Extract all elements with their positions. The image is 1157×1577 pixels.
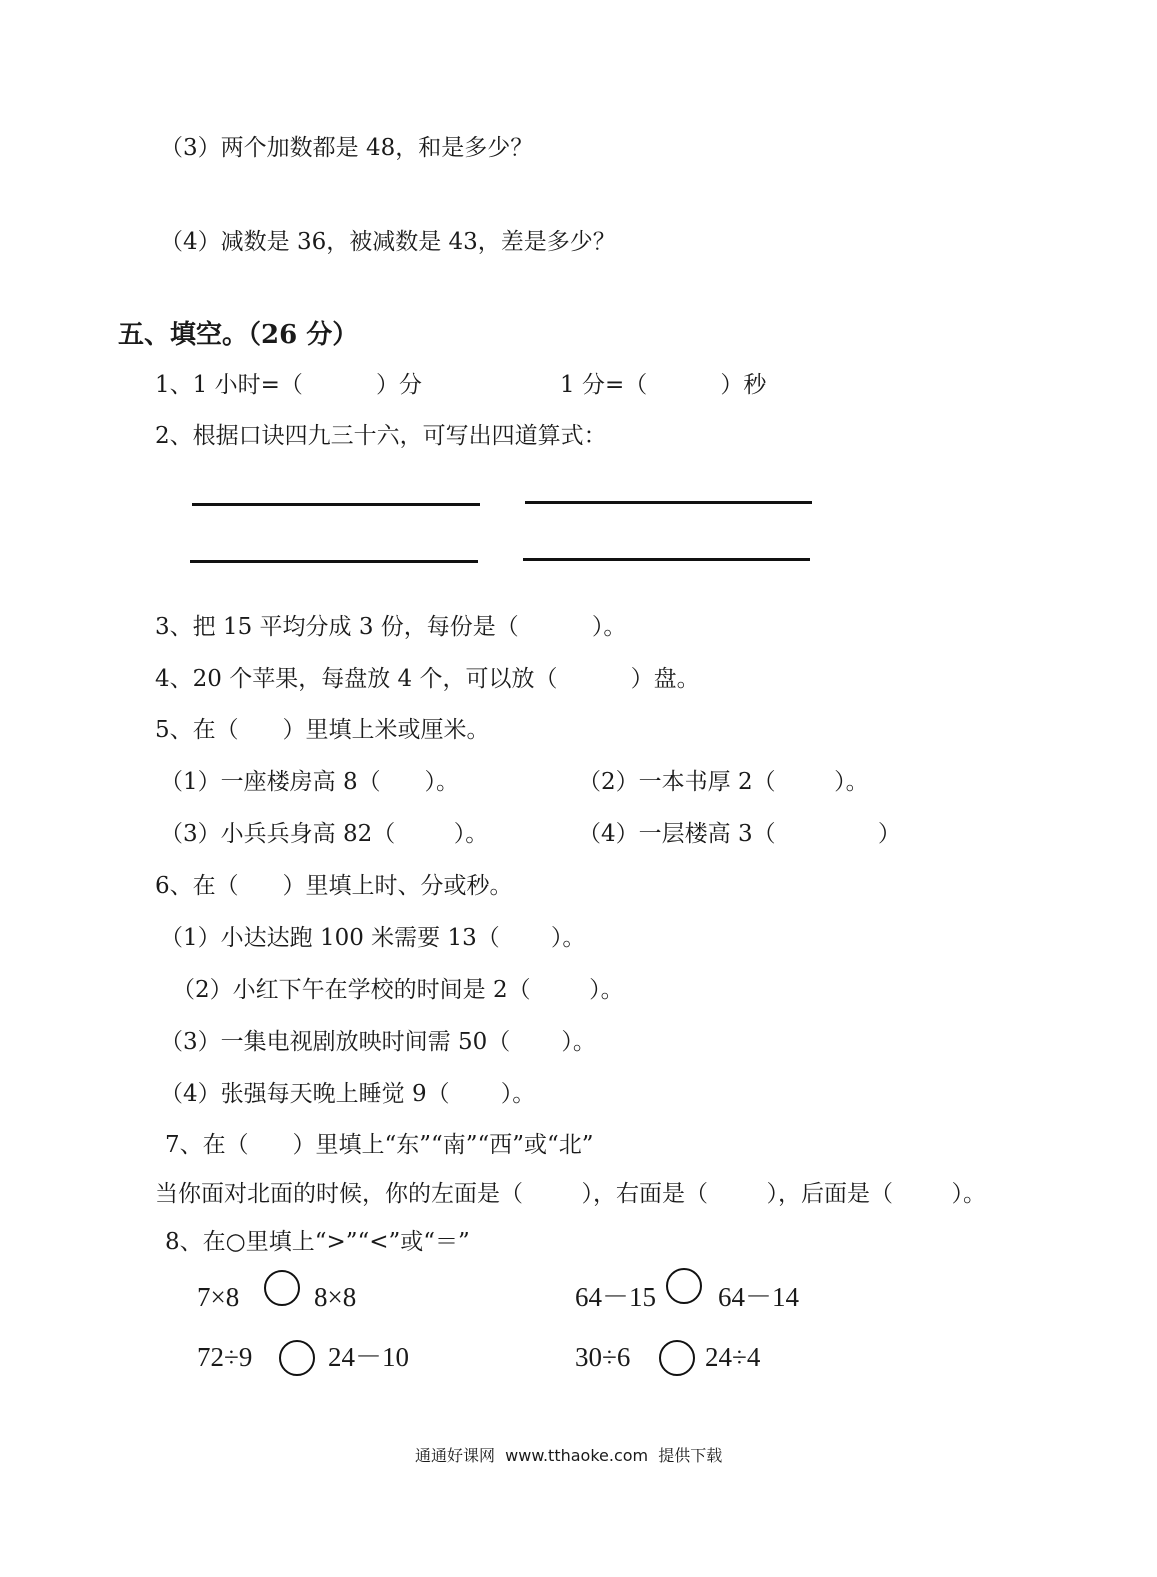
question-5-5: 5、在（ ）里填上米或厘米。: [155, 717, 490, 743]
question-4-3: （3）两个加数都是 48，和是多少？: [160, 135, 534, 161]
compare-right: 24÷4: [705, 1342, 761, 1372]
compare-left: 7×8: [197, 1282, 240, 1312]
question-5-6-2: （2）小红下午在学校的时间是 2（ ）。: [172, 977, 624, 1003]
question-5-5-3: （3）小兵兵身高 82（ ）。: [160, 821, 489, 847]
answer-line[interactable]: [192, 503, 480, 506]
question-5-8: 8、在○里填上“>”“<”或“＝”: [165, 1229, 470, 1255]
compare-right: 64－14: [718, 1282, 799, 1312]
compare-left: 30÷6: [575, 1342, 631, 1372]
question-5-7: 7、在（ ）里填上“东”“南”“西”或“北”: [165, 1132, 594, 1158]
question-5-6-1: （1）小达达跑 100 米需要 13（ ）。: [160, 925, 586, 951]
compare-circle[interactable]: [279, 1340, 315, 1376]
question-5-2: 2、根据口诀四九三十六，可写出四道算式：: [155, 423, 607, 449]
answer-line[interactable]: [190, 560, 478, 563]
question-4-4: （4）减数是 36，被减数是 43，差是多少？: [160, 229, 616, 255]
question-5-1a: 1、1 小时=（ ）分: [155, 372, 422, 398]
footer-credit: 通通好课网 www.tthaoke.com 提供下载: [415, 1446, 723, 1465]
question-5-6-3: （3）一集电视剧放映时间需 50（ ）。: [160, 1029, 596, 1055]
compare-left: 64－15: [575, 1282, 656, 1312]
question-5-4: 4、20 个苹果，每盘放 4 个，可以放（ ）盘。: [155, 666, 700, 692]
compare-circle[interactable]: [264, 1270, 300, 1306]
question-5-1b: 1 分=（ ）秒: [560, 372, 767, 398]
question-5-6: 6、在（ ）里填上时、分或秒。: [155, 873, 513, 899]
answer-line[interactable]: [525, 501, 812, 504]
question-5-5-1: （1）一座楼房高 8（ ）。: [160, 769, 459, 795]
question-5-6-4: （4）张强每天晚上睡觉 9（ ）。: [160, 1081, 536, 1107]
compare-right: 24－10: [328, 1342, 409, 1372]
section-heading: 五、填空。（26 分）: [118, 320, 359, 350]
answer-line[interactable]: [523, 558, 810, 561]
compare-right: 8×8: [314, 1282, 357, 1312]
compare-circle[interactable]: [666, 1268, 702, 1304]
question-5-5-4: （4）一层楼高 3（ ）: [578, 821, 901, 847]
question-5-5-2: （2）一本书厚 2（ ）。: [578, 769, 869, 795]
compare-left: 72÷9: [197, 1342, 253, 1372]
question-5-7-text: 当你面对北面的时候，你的左面是（ ），右面是（ ），后面是（ ）。: [155, 1181, 986, 1207]
compare-circle[interactable]: [659, 1340, 695, 1376]
question-5-3: 3、把 15 平均分成 3 份，每份是（ ）。: [155, 614, 627, 640]
